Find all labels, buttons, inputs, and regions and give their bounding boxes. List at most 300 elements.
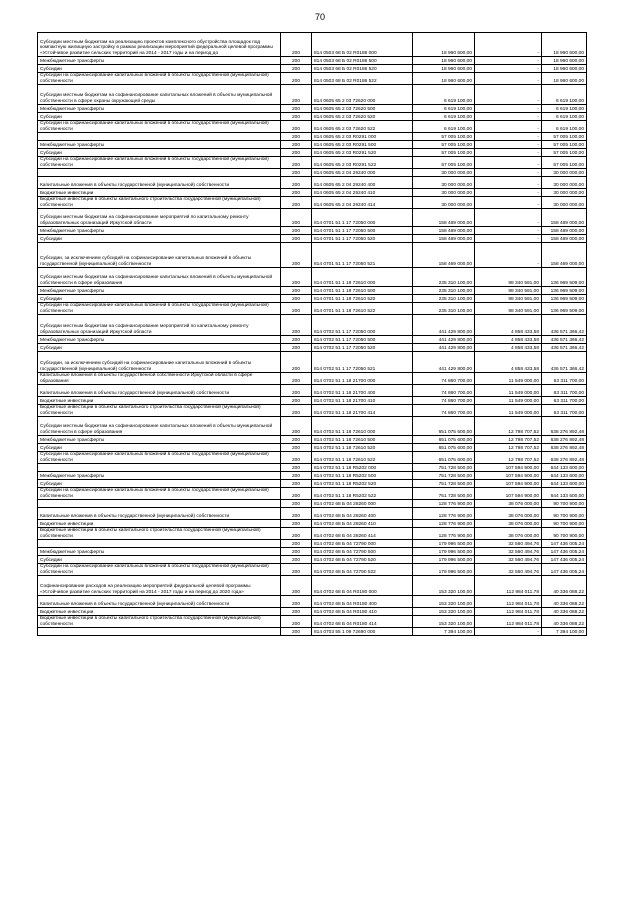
row-code: 814 0702 68 Б 04 72790 522 [312,564,413,576]
table-row [38,385,587,397]
row-vid: 200 [281,73,312,85]
row-name: Субсидии [38,480,281,488]
row-name: Субсидии на софинансирование капитальных вложений в объекты государственной (муниципальной) собственности [38,157,281,169]
row-name: Субсидии местным бюджетам на софинансирование капитальных вложений в объекты муниципальной собственности в сфере образования [38,268,281,287]
table-row [38,243,587,268]
table-row [38,540,587,548]
row-reg: 90 700 900,00 [542,528,587,540]
row-vid: 200 [281,556,312,564]
row-total: 74 860 700,00 [413,397,475,405]
row-fed: - [475,243,542,268]
row-fed: - [475,65,542,73]
row-code: 814 0702 68 Б 04 R0180 410 [312,608,413,616]
row-fed: - [475,209,542,227]
row-name: Межбюджетные трансферты [38,472,281,480]
row-reg: 18 960 600,00 [542,73,587,85]
row-name: Субсидии на софинансирование капитальных вложений в объекты государственной (муниципальной) собственности [38,303,281,315]
table-row [38,616,587,628]
row-reg: 57 005 100,00 [542,149,587,157]
row-vid: 200 [281,540,312,548]
row-code: 814 0701 51 1 17 72050 000 [312,209,413,227]
table-row [38,65,587,73]
row-name: Межбюджетные трансферты [38,287,281,295]
row-total: 158 469 000,00 [413,235,475,243]
row-fed: - [475,133,542,141]
row-fed: 12 798 707,52 [475,436,542,444]
row-total: 179 996 500,00 [413,540,475,548]
row-code: 814 0605 65 2 03 72620 500 [312,105,413,113]
row-fed: - [475,189,542,197]
row-name: Субсидии на софинансирование капитальных вложений в объекты государственной (муниципальной) собственности [38,73,281,85]
row-code: 814 0702 68 Б 04 R0180 000 [312,576,413,596]
row-fed: - [475,73,542,85]
row-code: 814 0701 51 1 18 72610 522 [312,303,413,315]
row-reg: 436 571 366,42 [542,352,587,373]
table-row [38,105,587,113]
row-total: 751 728 500,00 [413,464,475,472]
row-reg: 436 571 366,42 [542,315,587,336]
row-reg: 158 469 000,00 [542,235,587,243]
row-fed: 11 549 000,00 [475,373,542,385]
row-reg: 158 469 000,00 [542,209,587,227]
row-reg: 158 469 000,00 [542,227,587,235]
row-fed: 38 076 000,00 [475,520,542,528]
row-vid: 200 [281,464,312,472]
row-name [38,169,281,177]
row-fed: 98 340 591,00 [475,287,542,295]
table-row [38,169,587,177]
row-total: 74 860 700,00 [413,373,475,385]
table-row [38,397,587,405]
row-reg: 158 469 000,00 [542,243,587,268]
table-row [38,57,587,65]
row-vid: 200 [281,500,312,508]
row-vid: 200 [281,520,312,528]
row-vid: 200 [281,227,312,235]
row-code: 814 0701 51 1 17 72050 521 [312,243,413,268]
row-fed: - [475,628,542,636]
row-fed: - [475,177,542,189]
row-fed: - [475,113,542,121]
table-row [38,556,587,564]
row-code: 814 0701 51 1 18 72610 520 [312,295,413,303]
row-total: 441 429 800,00 [413,315,475,336]
table-row [38,303,587,315]
row-vid: 200 [281,149,312,157]
row-total: 158 469 000,00 [413,243,475,268]
row-total: 128 776 900,00 [413,520,475,528]
row-reg: 30 000 000,00 [542,197,587,209]
table-row [38,480,587,488]
table-row [38,336,587,344]
row-reg: 147 436 005,24 [542,540,587,548]
row-reg: 644 133 600,00 [542,472,587,480]
row-vid: 200 [281,576,312,596]
table-row [38,436,587,444]
row-total: 153 320 100,00 [413,616,475,628]
row-fed: 12 798 707,52 [475,444,542,452]
row-fed: - [475,85,542,105]
table-row [38,141,587,149]
row-reg: 7 394 100,00 [542,628,587,636]
row-total: 30 000 000,00 [413,177,475,189]
row-vid: 200 [281,133,312,141]
row-total: 158 469 000,00 [413,209,475,227]
row-total: 128 776 900,00 [413,528,475,540]
row-fed: 38 076 000,00 [475,508,542,520]
row-vid: 200 [281,121,312,133]
row-reg: 90 700 900,00 [542,520,587,528]
row-total: 751 728 500,00 [413,480,475,488]
row-name: Субсидии местным бюджетам на софинансирование капитальных вложений в объекты муниципальной собственности в сфере охраны окружающей среды [38,85,281,105]
row-vid: 200 [281,113,312,121]
row-total: 18 960 600,00 [413,33,475,57]
row-vid: 200 [281,315,312,336]
row-vid: 200 [281,209,312,227]
row-vid: 200 [281,488,312,500]
row-fed: 98 340 591,00 [475,268,542,287]
row-vid: 200 [281,85,312,105]
row-reg: 136 969 509,00 [542,303,587,315]
row-code: 814 0503 68 Б 02 R0186 500 [312,57,413,65]
row-code: 814 0702 51 1 18 21700 414 [312,405,413,417]
row-total: 6 619 100,00 [413,121,475,133]
row-reg: 18 960 600,00 [542,33,587,57]
row-reg: 40 336 088,22 [542,596,587,608]
table-row [38,488,587,500]
row-name: Межбюджетные трансферты [38,105,281,113]
row-vid: 200 [281,405,312,417]
table-row [38,197,587,209]
row-code: 814 0701 51 1 17 72050 520 [312,235,413,243]
row-vid: 200 [281,57,312,65]
row-reg: 40 336 088,22 [542,616,587,628]
row-reg: 57 005 100,00 [542,133,587,141]
row-name: Субсидии [38,235,281,243]
row-code: 814 0605 65 2 03 72620 000 [312,85,413,105]
row-reg: 90 700 900,00 [542,500,587,508]
row-fed: 107 594 900,00 [475,472,542,480]
row-name: Бюджетные инвестиции в объекты капитального строительства государственной (муниципальной) собственности [38,405,281,417]
table-row [38,268,587,287]
row-total: 18 960 600,00 [413,57,475,65]
row-total: 6 619 100,00 [413,85,475,105]
row-name: Субсидии на софинансирование капитальных вложений в объекты государственной (муниципальной) собственности [38,488,281,500]
row-vid: 200 [281,268,312,287]
table-row [38,464,587,472]
row-vid: 200 [281,608,312,616]
row-total: 30 000 000,00 [413,169,475,177]
row-name: Бюджетные инвестиции в объекты капитального строительства государственной (муниципальной) собственности [38,197,281,209]
table-row [38,287,587,295]
row-reg: 136 969 509,00 [542,268,587,287]
row-name: Капитальные вложения в объекты государственной (муниципальной) собственности [38,177,281,189]
row-name: Капитальные вложения в объекты государственной (муниципальной) собственности [38,596,281,608]
row-fed: 107 594 900,00 [475,480,542,488]
row-name: Субсидии на софинансирование капитальных вложений в объекты государственной (муниципальной) собственности [38,121,281,133]
row-reg: 30 000 000,00 [542,177,587,189]
row-fed: 11 549 000,00 [475,397,542,405]
row-code: 814 0702 51 1 17 72050 521 [312,352,413,373]
row-vid: 200 [281,235,312,243]
row-code: 814 0605 65 2 03 R0291 522 [312,157,413,169]
table-row [38,472,587,480]
row-name: Субсидии [38,65,281,73]
row-total: 235 310 100,00 [413,303,475,315]
table-row [38,405,587,417]
row-code: 814 0503 68 Б 02 R0186 522 [312,73,413,85]
table-row [38,576,587,596]
row-reg: 6 619 100,00 [542,85,587,105]
row-fed: - [475,121,542,133]
row-name: Субсидии на софинансирование капитальных вложений в объекты государственной (муниципальной) собственности [38,452,281,464]
table-row [38,528,587,540]
row-reg: 644 133 600,00 [542,488,587,500]
row-name: Субсидии [38,113,281,121]
row-fed: 107 594 900,00 [475,464,542,472]
table-row [38,596,587,608]
row-reg: 90 700 900,00 [542,508,587,520]
table-row [38,344,587,352]
row-fed: 98 340 591,00 [475,295,542,303]
row-code: 814 0702 68 Б 04 R0180 400 [312,596,413,608]
row-reg: 6 619 100,00 [542,113,587,121]
row-name [38,464,281,472]
row-name: Субсидии на софинансирование капитальных вложений в объекты государственной (муниципальной) собственности [38,564,281,576]
row-code: 814 0702 51 1 18 72610 522 [312,452,413,464]
row-fed: 38 076 000,00 [475,528,542,540]
table-row [38,209,587,227]
row-name: Межбюджетные трансферты [38,57,281,65]
row-vid: 200 [281,548,312,556]
table-row [38,189,587,197]
row-reg: 18 960 600,00 [542,57,587,65]
row-name: Субсидии [38,149,281,157]
row-name: Бюджетные инвестиции [38,608,281,616]
table-row [38,520,587,528]
row-fed: 32 560 494,76 [475,548,542,556]
row-fed: - [475,227,542,235]
row-name: Бюджетные инвестиции [38,397,281,405]
row-total: 153 320 100,00 [413,576,475,596]
row-name: Капитальные вложения в объекты государственной (муниципальной) собственности [38,508,281,520]
row-code: 814 0701 51 1 18 72610 000 [312,268,413,287]
row-vid: 200 [281,169,312,177]
row-vid: 200 [281,243,312,268]
row-reg: 63 311 700,00 [542,373,587,385]
row-fed: - [475,105,542,113]
row-name: Бюджетные инвестиции в объекты капитального строительства государственной (муниципальной) собственности [38,528,281,540]
row-total: 751 728 500,00 [413,488,475,500]
row-name: Субсидии [38,344,281,352]
row-total: 128 776 900,00 [413,508,475,520]
row-code: 814 0702 51 1 18 21700 000 [312,373,413,385]
row-fed: 112 984 011,78 [475,596,542,608]
row-code: 814 0702 68 Б 04 28260 414 [312,528,413,540]
page-number: 70 [314,12,325,22]
row-name: Межбюджетные трансферты [38,227,281,235]
row-reg: 136 969 509,00 [542,295,587,303]
row-vid: 200 [281,303,312,315]
row-code: 814 0703 55 1 09 72690 000 [312,628,413,636]
row-name: Субсидии местным бюджетам на софинансирование мероприятий по капитальному ремонту образовательных организаций Иркутской области [38,315,281,336]
row-reg: 57 005 100,00 [542,157,587,169]
row-total: 651 075 600,00 [413,452,475,464]
row-name: Субсидии местным бюджетам на софинансирование капитальных вложений в объекты муниципальной собственности в сфере образования [38,417,281,436]
table-row [38,628,587,636]
row-name: Бюджетные инвестиции в объекты капитального строительства государственной (муниципальной) собственности [38,616,281,628]
row-code: 814 0605 65 2 04 29240 410 [312,189,413,197]
row-total: 153 320 100,00 [413,608,475,616]
row-vid: 200 [281,105,312,113]
row-fed: 112 984 011,78 [475,576,542,596]
budget-table-body [38,33,587,636]
table-row [38,564,587,576]
row-vid: 200 [281,452,312,464]
row-name: Субсидии [38,556,281,564]
row-vid: 200 [281,444,312,452]
row-vid: 200 [281,287,312,295]
row-total: 18 960 600,00 [413,65,475,73]
row-code: 814 0702 51 1 18 R5202 000 [312,464,413,472]
row-total: 74 860 700,00 [413,385,475,397]
row-name: Капитальные вложения в объекты государственной собственности Иркутской области в сфере образования [38,373,281,385]
row-fed: 4 858 433,58 [475,352,542,373]
row-name: Межбюджетные трансферты [38,141,281,149]
row-vid: 200 [281,33,312,57]
row-reg: 40 336 088,22 [542,576,587,596]
row-reg: 63 311 700,00 [542,385,587,397]
row-code: 814 0702 68 Б 04 72790 000 [312,540,413,548]
row-code: 814 0503 68 Б 02 R0186 000 [312,33,413,57]
row-total: 751 728 500,00 [413,472,475,480]
row-code: 814 0702 68 Б 04 R0180 414 [312,616,413,628]
row-name [38,500,281,508]
table-row [38,373,587,385]
row-fed: 4 858 433,58 [475,315,542,336]
row-code: 814 0605 65 2 03 72620 522 [312,121,413,133]
row-reg: 63 311 700,00 [542,405,587,417]
table-row [38,548,587,556]
row-fed: 112 984 011,78 [475,616,542,628]
row-reg: 638 276 892,48 [542,452,587,464]
row-name [38,133,281,141]
row-total: 128 776 900,00 [413,500,475,508]
row-name: Субсидии [38,444,281,452]
table-row [38,177,587,189]
row-total: 235 310 100,00 [413,295,475,303]
table-row [38,33,587,57]
table-row [38,235,587,243]
row-vid: 200 [281,336,312,344]
row-name: Капитальные вложения в объекты государственной (муниципальной) собственности [38,385,281,397]
row-total: 441 429 800,00 [413,336,475,344]
row-name: Субсидии [38,295,281,303]
row-total: 30 000 000,00 [413,197,475,209]
row-reg: 18 960 600,00 [542,65,587,73]
row-fed: 112 984 011,78 [475,608,542,616]
row-code: 814 0701 51 1 18 72610 500 [312,287,413,295]
row-fed: 107 594 900,00 [475,488,542,500]
row-fed: - [475,57,542,65]
row-fed: - [475,141,542,149]
budget-table [37,32,587,636]
row-name: Субсидии, за исключением субсидий на софинансирование капитальных вложений в объекты государственной (муниципальной) собственности [38,243,281,268]
row-reg: 644 133 600,00 [542,464,587,472]
row-code: 814 0605 65 2 04 29240 414 [312,197,413,209]
row-reg: 57 005 100,00 [542,141,587,149]
row-total: 18 960 600,00 [413,73,475,85]
table-row [38,113,587,121]
row-reg: 6 619 100,00 [542,105,587,113]
row-vid: 200 [281,157,312,169]
row-fed: - [475,33,542,57]
row-reg: 436 571 366,42 [542,344,587,352]
table-row [38,444,587,452]
row-total: 153 320 100,00 [413,596,475,608]
row-fed: 12 798 707,52 [475,417,542,436]
row-name: Межбюджетные трансферты [38,436,281,444]
row-total: 441 429 800,00 [413,344,475,352]
row-total: 651 075 600,00 [413,417,475,436]
table-row [38,295,587,303]
row-reg: 644 133 600,00 [542,480,587,488]
row-total: 74 860 700,00 [413,405,475,417]
row-fed: - [475,235,542,243]
table-row [38,315,587,336]
row-total: 6 619 100,00 [413,113,475,121]
row-vid: 200 [281,177,312,189]
table-row [38,133,587,141]
row-name: Субсидии местным бюджетам на реализацию проектов комплексного обустройства площадок под компактную жилищную застройку в рамках реализации мероприятий федеральной целевой программы «Устойчивое развитие сельских территорий на 2014 - 2017 годы и на период до [38,33,281,57]
table-row [38,417,587,436]
row-code: 814 0702 68 Б 04 28260 410 [312,520,413,528]
row-code: 814 0702 51 1 17 72050 520 [312,344,413,352]
row-total: 57 005 100,00 [413,133,475,141]
row-fed: 4 858 433,58 [475,344,542,352]
row-name: Межбюджетные трансферты [38,336,281,344]
row-code: 814 0702 68 Б 04 28260 000 [312,500,413,508]
row-name: Субсидии местным бюджетам на софинансирование мероприятий по капитальному ремонту образовательных организаций Иркутской области [38,209,281,227]
row-total: 179 996 500,00 [413,564,475,576]
row-code: 814 0702 51 1 17 72050 500 [312,336,413,344]
table-row [38,452,587,464]
table-row [38,85,587,105]
row-fed: 11 549 000,00 [475,385,542,397]
row-reg: 6 619 100,00 [542,121,587,133]
row-total: 57 005 100,00 [413,157,475,169]
row-total: 651 075 600,00 [413,436,475,444]
row-fed: 98 340 591,00 [475,303,542,315]
row-vid: 200 [281,65,312,73]
row-vid: 200 [281,352,312,373]
row-name: Бюджетные инвестиции [38,189,281,197]
row-total: 235 310 100,00 [413,268,475,287]
table-row [38,73,587,85]
row-fed: - [475,197,542,209]
row-code: 814 0605 65 2 04 29240 400 [312,177,413,189]
row-name [38,628,281,636]
table-row [38,608,587,616]
row-fed: 32 560 494,76 [475,540,542,548]
row-reg: 30 000 000,00 [542,169,587,177]
row-fed: - [475,169,542,177]
row-code: 814 0702 51 1 18 R5202 520 [312,480,413,488]
row-total: 651 075 600,00 [413,444,475,452]
row-total: 158 469 000,00 [413,227,475,235]
row-vid: 200 [281,472,312,480]
row-reg: 638 276 892,48 [542,417,587,436]
